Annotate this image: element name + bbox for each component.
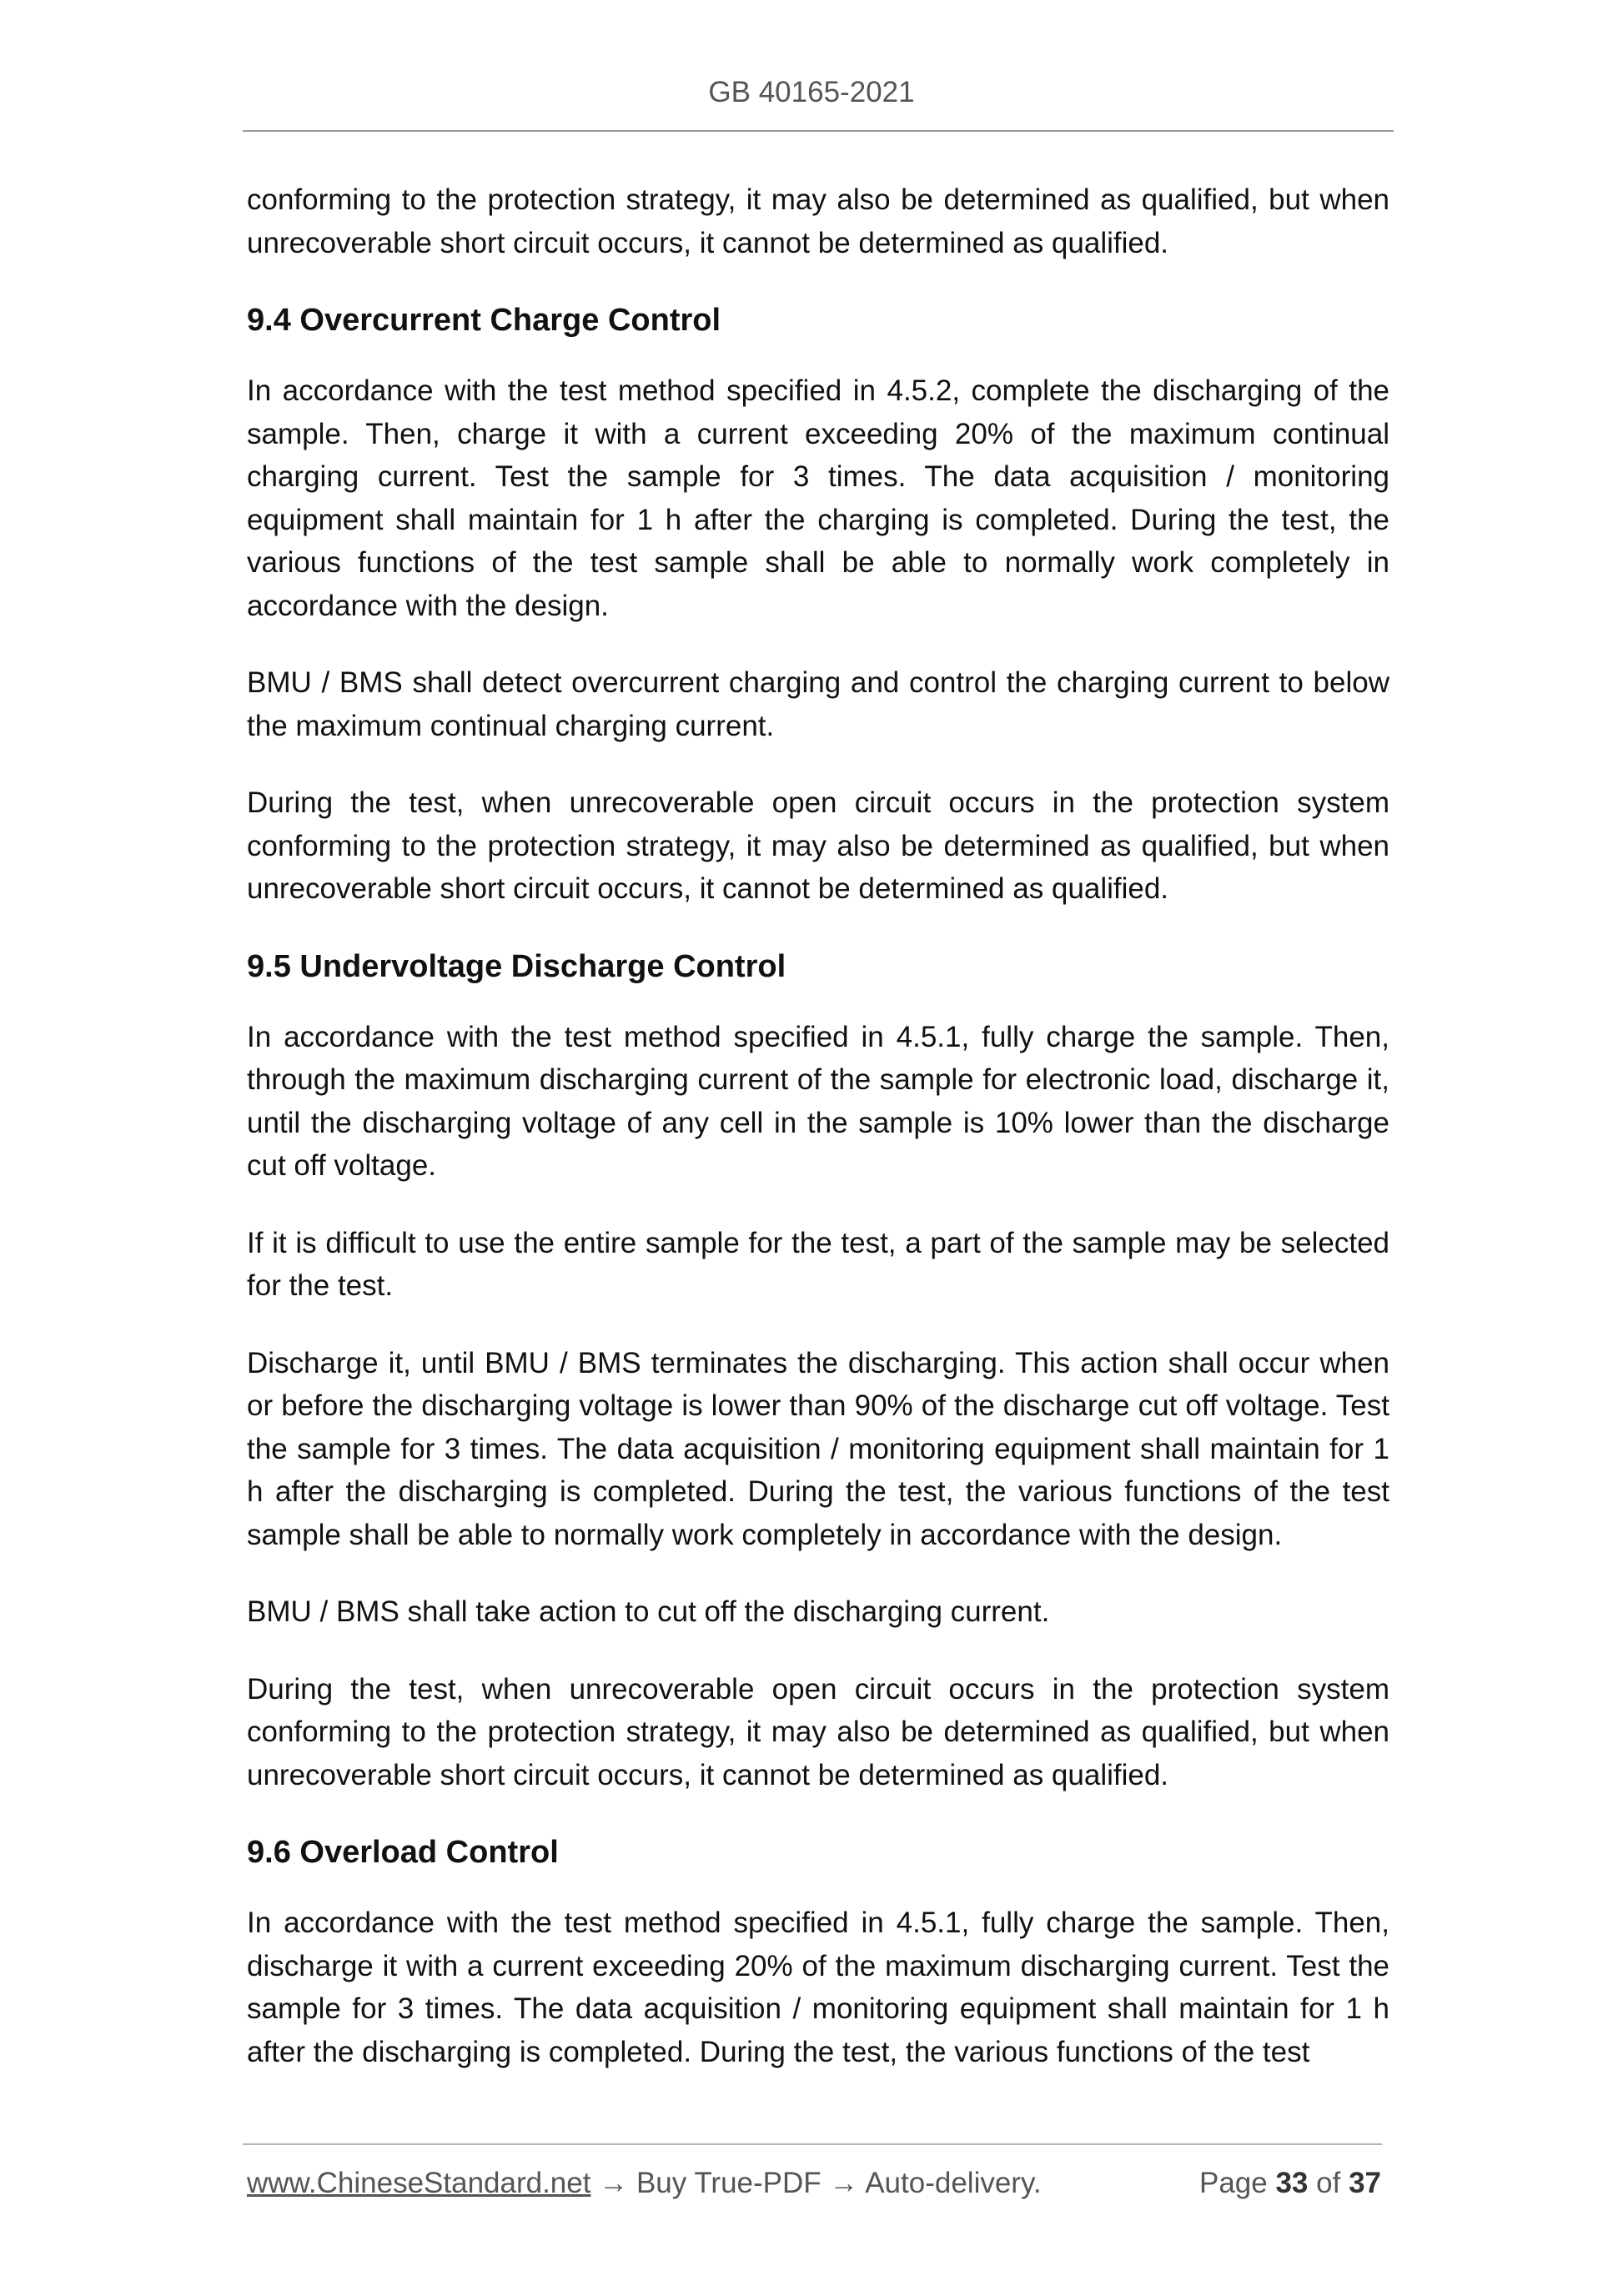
current-page-number: 33 — [1275, 2167, 1309, 2199]
page-label: Page — [1198, 2167, 1268, 2199]
header-divider — [243, 130, 1394, 132]
footer-divider — [243, 2143, 1382, 2145]
paragraph-9-6-test-method: In accordance with the test method specified in 4.5.1, fully charge the sample. Then, discharge it with a current exceeding 20% of the maximum discharging current. Test the sample for 3 times. The data acquisition / monitoring equipment shall maintain for 1 h after the discharging is completed. During the test, the various functions of the test — [247, 1907, 1389, 2068]
document-code-header: GB 40165-2021 — [708, 76, 915, 108]
paragraph-9-5-bms-requirement: BMU / BMS shall take action to cut off the discharging current. — [247, 1595, 1050, 1628]
paragraph-9-4-test-method: In accordance with the test method specified in 4.5.2, complete the discharging of the sample. Then, charge it with a current exceeding 20% of the maximum continual charging current. Test the sample for 3 times. The data acquisition / monitoring equipment shall maintain for 1 h after the charging is completed. During the test, the various functions of the test sample shall be able to normally work completely in accordance with the design. — [247, 374, 1389, 622]
paragraph-9-5-test-method: In accordance with the test method specified in 4.5.1, fully charge the sample. Then, through the maximum discharging current of the sample for electronic load, discharge it, until the discharging voltage of any cell in the sample is 10% lower than the discharge cut off voltage. — [247, 1020, 1389, 1182]
section-heading-9-6: 9.6 Overload Control — [247, 1835, 559, 1870]
paragraph-9-5-qualification: During the test, when unrecoverable open circuit occurs in the protection system conforming to the protection strategy, it may also be determined as qualified, but when unrecoverable short circuit occurs, it cannot be determined as qualified. — [247, 1672, 1389, 1791]
paragraph-9-4-bms-requirement: BMU / BMS shall detect overcurrent charging and control the charging current to below the maximum continual charging current. — [247, 666, 1389, 742]
page-content — [247, 178, 1389, 2108]
arrow-right-icon: → — [599, 2167, 629, 2199]
auto-delivery-text: Auto-delivery. — [865, 2167, 1042, 2199]
section-heading-9-5: 9.5 Undervoltage Discharge Control — [247, 948, 786, 984]
section-heading-9-4: 9.4 Overcurrent Charge Control — [247, 303, 721, 338]
total-pages-number: 37 — [1349, 2167, 1381, 2199]
of-label: of — [1316, 2167, 1341, 2199]
arrow-right-icon: → — [829, 2167, 859, 2199]
website-link[interactable]: www.ChineseStandard.net — [247, 2167, 591, 2199]
paragraph-9-5-partial-sample: If it is difficult to use the entire sample for the test, a part of the sample may be selected for the test. — [247, 1226, 1389, 1302]
paragraph-9-5-discharge-procedure: Discharge it, until BMU / BMS terminates the discharging. This action shall occur when or before the discharging voltage is lower than 90% of the discharge cut off voltage. Test the sample for 3 times. The data acquisition / monitoring equipment shall maintain for 1 h after the discharging is completed. During the test, the various functions of the test sample shall be able to normally work completely in accordance with the design. — [247, 1346, 1389, 1551]
paragraph-9-4-qualification: During the test, when unrecoverable open circuit occurs in the protection system conforming to the protection strategy, it may also be determined as qualified, but when unrecoverable short circuit occurs, it cannot be determined as qualified. — [247, 786, 1389, 905]
paragraph-continued: conforming to the protection strategy, it may also be determined as qualified, but when unrecoverable short circuit occurs, it cannot be determined as qualified. — [247, 183, 1389, 259]
page-number — [1199, 2163, 1381, 2203]
buy-pdf-text: Buy True-PDF — [636, 2167, 822, 2199]
footer-promo — [247, 2163, 1042, 2203]
